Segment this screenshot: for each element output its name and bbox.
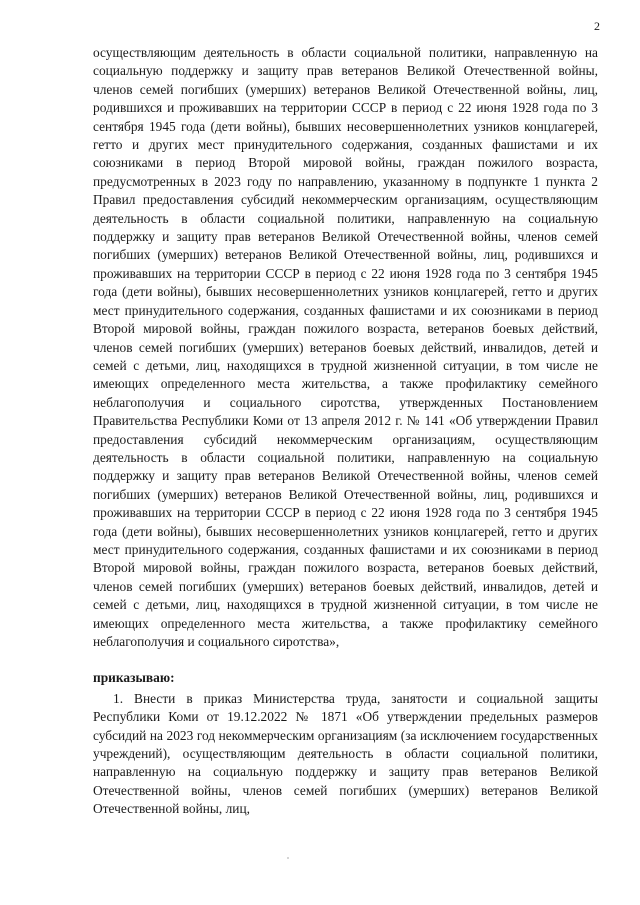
page-number: 2 <box>594 19 600 33</box>
preamble-paragraph: осуществляющим деятельность в области социальной политики, направленную на социальную поддержку и защиту прав ветеранов Великой Отечественной войны, членов семей погибших (умерших) ветеранов Великой Отечественной войны, лиц, родившихся и проживавших на территории СССР в период с 22 июня 1928 года по 3 сентября 1945 года (дети войны), бывших несовершеннолетних узников концлагерей, гетто и других мест принудительного содержания, созданных фашистами и их союзниками в период Второй мировой войны, граждан пожилого возраста, предусмотренных в 2023 году по направлению, указанному в подпункте 1 пункта 2 Правил предоставления субсидий некоммерческим организациям, осуществляющим деятельность в области социальной политики, направленную на социальную поддержку и защиту прав ветеранов Великой Отечественной войны, членов семей погибших (умерших) ветеранов Великой Отечественной войны, лиц, родившихся и проживавших на территории СССР в период с 22 июня 1928 года по 3 сентября 1945 года (дети войны), бывших несовершеннолетних узников концлагерей, гетто и других мест принудительного содержания, созданных фашистами и их союзниками в период Второй мировой войны, граждан пожилого возраста, ветеранов боевых действий, членов семей погибших (умерших) ветеранов боевых действий, инвалидов, детей и семей с детьми, лиц, находящихся в трудной жизненной ситуации, в том числе не имеющих определенного места жительства, а также профилактику семейного неблагополучия и социального сиротства, утвержденных Постановлением Правительства Республики Коми от 13 апреля 2012 г. № 141 «Об утверждении Правил предоставления субсидий некоммерческим организациям, осуществляющим деятельность в области социальной политики, направленную на социальную поддержку и защиту прав ветеранов Великой Отечественной войны, членов семей погибших (умерших) ветеранов Великой Отечественной войны, лиц, родившихся и проживавших на территории СССР в период с 22 июня 1928 года по 3 сентября 1945 года (дети войны), бывших несовершеннолетних узников концлагерей, гетто и других мест принудительного содержания, созданных фашистами и их союзниками в период Второй мировой войны, граждан пожилого возраста, ветеранов боевых действий, членов семей погибших (умерших) ветеранов боевых действий, инвалидов, детей и семей с детьми, лиц, находящихся в трудной жизненной ситуации, в том числе не имеющих определенного места жительства, а также профилактику семейного неблагополучия и социального сиротства», <box>93 45 598 649</box>
scan-speck <box>287 857 289 859</box>
order-heading: приказываю: <box>93 670 175 686</box>
document-body <box>93 44 598 819</box>
item-1-paragraph: 1. Внести в приказ Министерства труда, занятости и социальной защиты Республики Коми от 19.12.2022 № 1871 «Об утверждении предельных размеров субсидий на 2023 год некоммерческим организациям (за исключением государственных учреждений), осуществляющим деятельность в области социальной политики, направленную на социальную поддержку и защиту прав ветеранов Великой Отечественной войны, членов семей погибших (умерших) ветеранов Великой Отечественной войны, лиц, <box>93 690 598 817</box>
